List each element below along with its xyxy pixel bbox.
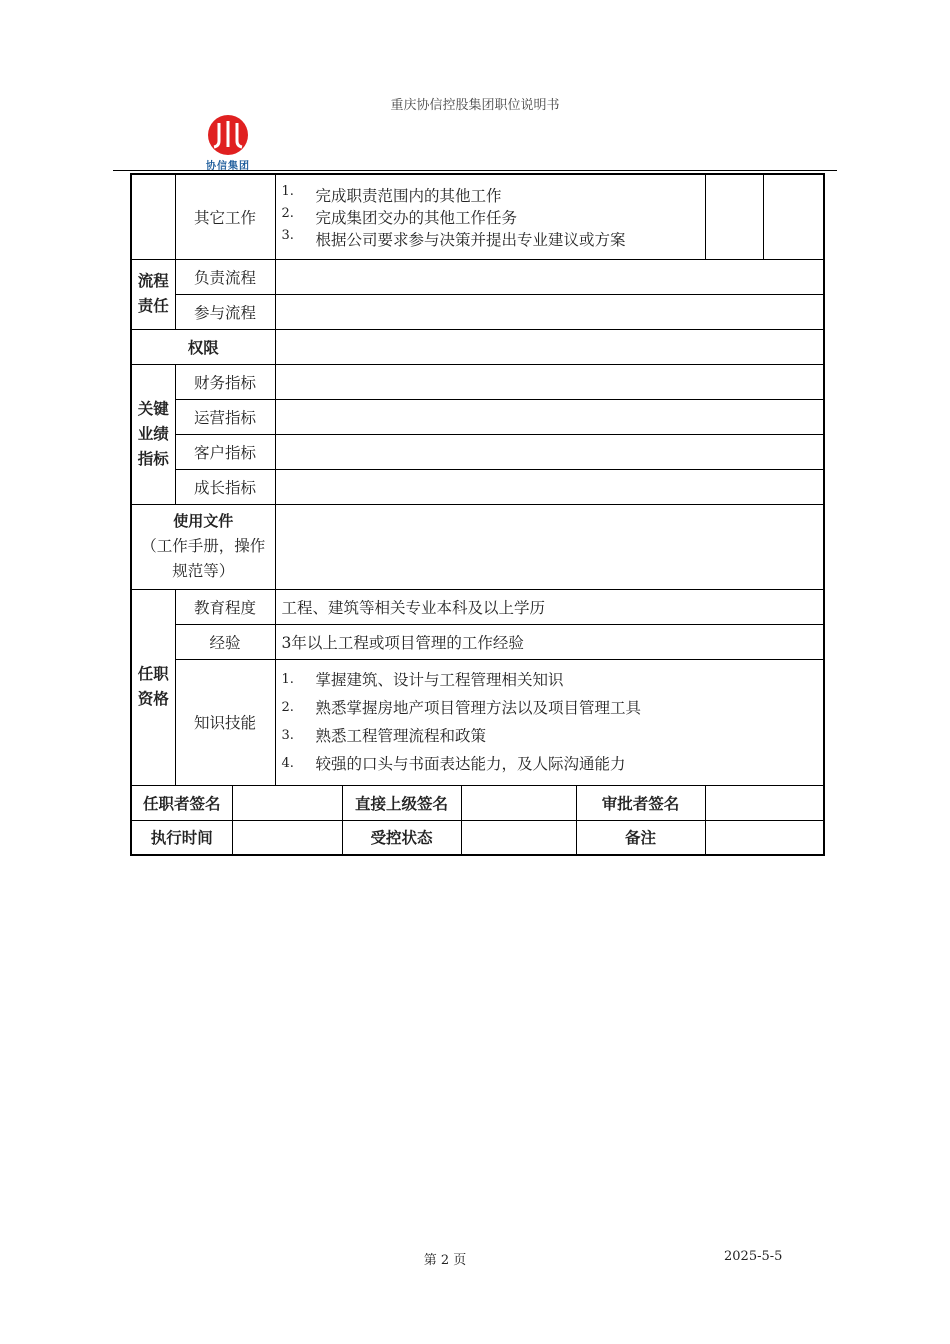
other-work-items	[275, 174, 705, 259]
growth-kpi-label: 成长指标	[175, 469, 275, 504]
row-kpi-financial	[131, 364, 824, 399]
operation-kpi-label: 运营指标	[175, 399, 275, 434]
approver-signature-field[interactable]	[705, 785, 824, 820]
row-process-participate	[131, 294, 824, 329]
blank-cell	[705, 174, 763, 259]
documents-sublabel: （工作手册，操作规范等）	[141, 537, 266, 580]
exec-time-label: 执行时间	[131, 820, 232, 855]
row-documents	[131, 504, 824, 589]
other-work-label: 其它工作	[175, 174, 275, 259]
growth-kpi-value[interactable]	[275, 469, 824, 504]
list-item: 4. 较强的口头与书面表达能力，及人际沟通能力	[281, 755, 626, 773]
holder-signature-label: 任职者签名	[131, 785, 232, 820]
remarks-field[interactable]	[705, 820, 824, 855]
supervisor-signature-label: 直接上级签名	[342, 785, 461, 820]
exec-time-field[interactable]	[232, 820, 342, 855]
list-item: 3. 熟悉工程管理流程和政策	[281, 727, 487, 745]
supervisor-signature-field[interactable]	[461, 785, 576, 820]
responsible-process-value[interactable]	[275, 259, 824, 294]
row-kpi-customer	[131, 434, 824, 469]
control-status-label: 受控状态	[342, 820, 461, 855]
experience-label: 经验	[175, 624, 275, 659]
documents-value[interactable]	[275, 504, 824, 589]
authority-label: 权限	[131, 329, 275, 364]
row-kpi-operation	[131, 399, 824, 434]
control-status-field[interactable]	[461, 820, 576, 855]
row-authority	[131, 329, 824, 364]
experience-value: 3年以上工程或项目管理的工作经验	[275, 624, 824, 659]
holder-signature-field[interactable]	[232, 785, 342, 820]
list-item: 2. 完成集团交办的其他工作任务	[281, 205, 518, 227]
logo-text: 协信集团	[206, 161, 250, 172]
customer-kpi-value[interactable]	[275, 434, 824, 469]
row-skills	[131, 659, 824, 785]
kpi-group-label: 关键业绩指标	[131, 364, 175, 504]
operation-kpi-value[interactable]	[275, 399, 824, 434]
list-item: 2. 熟悉掌握房地产项目管理方法以及项目管理工具	[281, 699, 642, 717]
approver-signature-label: 审批者签名	[576, 785, 705, 820]
documents-label: 使用文件	[173, 512, 234, 530]
page-number: 第 2 页	[423, 1253, 467, 1268]
job-description-table	[130, 173, 825, 856]
skills-list	[275, 659, 824, 785]
row-experience	[131, 624, 824, 659]
financial-kpi-label: 财务指标	[175, 364, 275, 399]
participate-process-value[interactable]	[275, 294, 824, 329]
footer-date: 2025-5-5	[724, 1249, 783, 1264]
responsible-process-label: 负责流程	[175, 259, 275, 294]
skills-label: 知识技能	[175, 659, 275, 785]
participate-process-label: 参与流程	[175, 294, 275, 329]
row-execution	[131, 820, 824, 855]
row-process-responsible	[131, 259, 824, 294]
list-item: 1. 掌握建筑、设计与工程管理相关知识	[281, 671, 564, 689]
customer-kpi-label: 客户指标	[175, 434, 275, 469]
blank-group-cell	[131, 174, 175, 259]
list-item: 1. 完成职责范围内的其他工作	[281, 183, 502, 205]
row-other-work	[131, 174, 824, 259]
financial-kpi-value[interactable]	[275, 364, 824, 399]
remarks-label: 备注	[576, 820, 705, 855]
authority-value[interactable]	[275, 329, 824, 364]
list-item: 3. 根据公司要求参与决策并提出专业建议或方案	[281, 227, 626, 249]
blank-cell	[763, 174, 824, 259]
document-header-title: 重庆协信控股集团职位说明书	[390, 98, 560, 113]
header-divider	[113, 170, 837, 171]
row-kpi-growth	[131, 469, 824, 504]
qualification-group-label: 任职资格	[131, 589, 175, 785]
row-education	[131, 589, 824, 624]
education-label: 教育程度	[175, 589, 275, 624]
documents-label-cell	[131, 504, 275, 589]
process-group-label: 流程责任	[131, 259, 175, 329]
education-value: 工程、建筑等相关专业本科及以上学历	[275, 589, 824, 624]
row-signatures	[131, 785, 824, 820]
